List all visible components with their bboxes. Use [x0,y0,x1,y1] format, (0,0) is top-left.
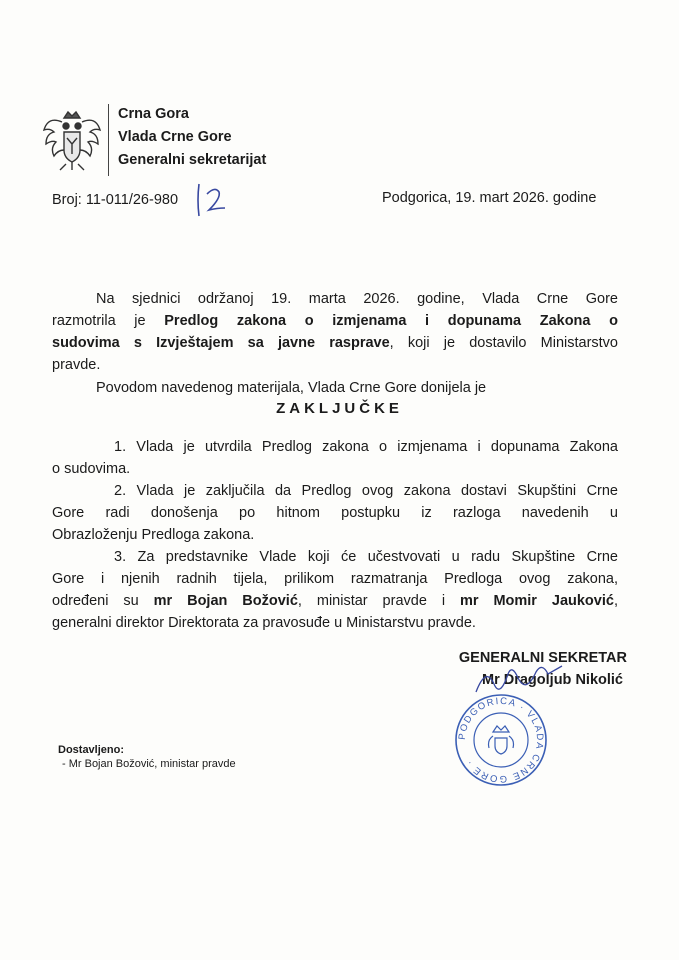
list-item: Gore radi donošenja po hitnom postupku iz razloga navedenih u [52,505,618,521]
bill-title: sudovima s Izvještajem sa javne rasprave [52,335,390,351]
signatory-name: Mr Dragoljub Nikolić [482,672,623,688]
intro-paragraph [52,288,618,399]
stamp-text: PODGORICA · VLADA CRNE GORE · [456,695,546,785]
bill-title: Predlog zakona o izmjenama i dopunama Zakona o [164,313,618,329]
list-item: Obrazloženju Predloga zakona. [52,527,255,543]
org-government: Vlada Crne Gore [118,129,232,145]
distribution-label: Dostavljeno: [58,744,125,756]
document-date: Podgorica, 19. mart 2026. godine [382,190,597,206]
signatory-title: GENERALNI SEKRETAR [458,650,627,666]
list-item: o sudovima. [52,461,131,477]
org-department: Generalni sekretarijat [118,152,267,168]
list-item: 3. Za predstavnike Vlade koji će učestvovati u radu Skupštine Crne [114,549,618,565]
distribution-recipient: - Mr Bojan Božović, ministar pravde [62,758,236,770]
list-item: određeni su mr Bojan Božović, ministar pravde i mr Momir Jauković, [52,593,618,609]
intro-line: sudovima s Izvještajem sa javne rasprave, koji je dostavilo Ministarstvo [52,335,618,351]
coat-of-arms-icon [40,108,104,179]
representative-name: mr Bojan Božović [153,593,298,609]
svg-text:PODGORICA · VLADA CRNE GORE · [457,696,545,784]
intro-line: pravde. [52,357,101,373]
handwritten-mark [195,180,229,225]
org-country: Crna Gora [118,106,189,122]
list-item: generalni direktor Direktorata za pravosuđe u Ministarstvu pravde. [52,615,476,631]
list-item: 2. Vlada je zaključila da Predlog ovog zakona dostavi Skupštini Crne [114,483,618,499]
conclusions-list [52,436,618,634]
intro-line: Na sjednici održanoj 19. marta 2026. godine, Vlada Crne Gore [96,291,618,307]
list-item: Gore i njenih radnih tijela, prilikom razmatranja Predloga ovog zakona, [52,571,618,587]
representative-name: mr Momir Jauković [459,593,614,609]
list-item: 1. Vlada je utvrdila Predlog zakona o izmjenama i dopunama Zakona [114,439,618,455]
document-number: Broj: 11-011/26-980 [52,192,179,208]
intro-decision-line: Povodom navedenog materijala, Vlada Crne Gore donijela je [96,380,487,396]
header-divider [108,104,109,176]
conclusions-heading: ZAKLJUČKE [276,400,403,417]
intro-line: razmotrila je Predlog zakona o izmjenama i dopunama Zakona o [52,313,618,329]
official-stamp [453,692,549,793]
